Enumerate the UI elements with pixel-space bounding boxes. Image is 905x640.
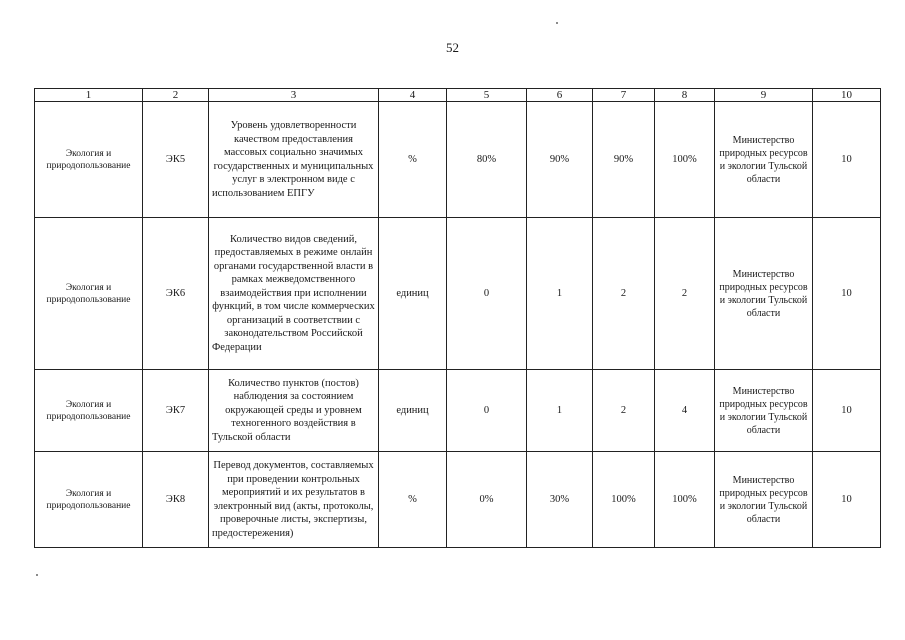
code-cell: ЭК8 bbox=[143, 452, 209, 548]
ministry-cell: Министерство природных ресурсов и экологии Тульской области bbox=[715, 370, 813, 452]
area-cell: Экология и природопользование bbox=[35, 102, 143, 218]
description-cell: Уровень удовлетворенности качеством предоставления массовых социально значимых государственных и муниципальных услуг в электронном виде с использованием ЕПГУ bbox=[209, 102, 379, 218]
area-cell: Экология и природопользование bbox=[35, 370, 143, 452]
value-cell-6: 30% bbox=[527, 452, 593, 548]
col-header-1: 1 bbox=[35, 89, 143, 102]
value-cell-8: 2 bbox=[655, 218, 715, 370]
value-cell-8: 100% bbox=[655, 452, 715, 548]
value-cell-10: 10 bbox=[813, 102, 881, 218]
description-cell: Перевод документов, составляемых при проведении контрольных мероприятий и их результатов в электронный вид (акты, протоколы, проверочные листы, экспертизы, предостережения) bbox=[209, 452, 379, 548]
value-cell-5: 0% bbox=[447, 452, 527, 548]
col-header-4: 4 bbox=[379, 89, 447, 102]
unit-cell: % bbox=[379, 452, 447, 548]
code-cell: ЭК5 bbox=[143, 102, 209, 218]
col-header-3: 3 bbox=[209, 89, 379, 102]
col-header-10: 10 bbox=[813, 89, 881, 102]
code-cell: ЭК7 bbox=[143, 370, 209, 452]
col-header-6: 6 bbox=[527, 89, 593, 102]
unit-cell: % bbox=[379, 102, 447, 218]
value-cell-8: 4 bbox=[655, 370, 715, 452]
unit-cell: единиц bbox=[379, 218, 447, 370]
col-header-5: 5 bbox=[447, 89, 527, 102]
value-cell-7: 2 bbox=[593, 370, 655, 452]
value-cell-6: 1 bbox=[527, 370, 593, 452]
unit-cell: единиц bbox=[379, 370, 447, 452]
value-cell-7: 90% bbox=[593, 102, 655, 218]
value-cell-7: 100% bbox=[593, 452, 655, 548]
page-number: 52 bbox=[446, 40, 459, 55]
area-cell: Экология и природопользование bbox=[35, 218, 143, 370]
scan-speck bbox=[556, 22, 558, 24]
description-cell: Количество пунктов (постов) наблюдения за состоянием окружающей среды и уровнем техногенного воздействия в Тульской области bbox=[209, 370, 379, 452]
table-row bbox=[35, 102, 881, 218]
value-cell-5: 80% bbox=[447, 102, 527, 218]
description-cell: Количество видов сведений, предоставляемых в режиме онлайн органами государственной власти в рамках межведомственного взаимодействия при исполнении функций, в том числе коммерческих организаций в соответствии с законодательством Российской Федерации bbox=[209, 218, 379, 370]
scan-speck bbox=[36, 574, 38, 576]
value-cell-6: 90% bbox=[527, 102, 593, 218]
col-header-7: 7 bbox=[593, 89, 655, 102]
header-row bbox=[35, 89, 881, 102]
ministry-cell: Министерство природных ресурсов и экологии Тульской области bbox=[715, 102, 813, 218]
code-cell: ЭК6 bbox=[143, 218, 209, 370]
area-cell: Экология и природопользование bbox=[35, 452, 143, 548]
indicators-table bbox=[34, 88, 881, 548]
table-row bbox=[35, 370, 881, 452]
col-header-9: 9 bbox=[715, 89, 813, 102]
ministry-cell: Министерство природных ресурсов и экологии Тульской области bbox=[715, 218, 813, 370]
table-row bbox=[35, 218, 881, 370]
value-cell-10: 10 bbox=[813, 370, 881, 452]
col-header-2: 2 bbox=[143, 89, 209, 102]
value-cell-6: 1 bbox=[527, 218, 593, 370]
value-cell-10: 10 bbox=[813, 218, 881, 370]
value-cell-7: 2 bbox=[593, 218, 655, 370]
ministry-cell: Министерство природных ресурсов и экологии Тульской области bbox=[715, 452, 813, 548]
col-header-8: 8 bbox=[655, 89, 715, 102]
value-cell-5: 0 bbox=[447, 218, 527, 370]
value-cell-5: 0 bbox=[447, 370, 527, 452]
value-cell-10: 10 bbox=[813, 452, 881, 548]
value-cell-8: 100% bbox=[655, 102, 715, 218]
table-row bbox=[35, 452, 881, 548]
